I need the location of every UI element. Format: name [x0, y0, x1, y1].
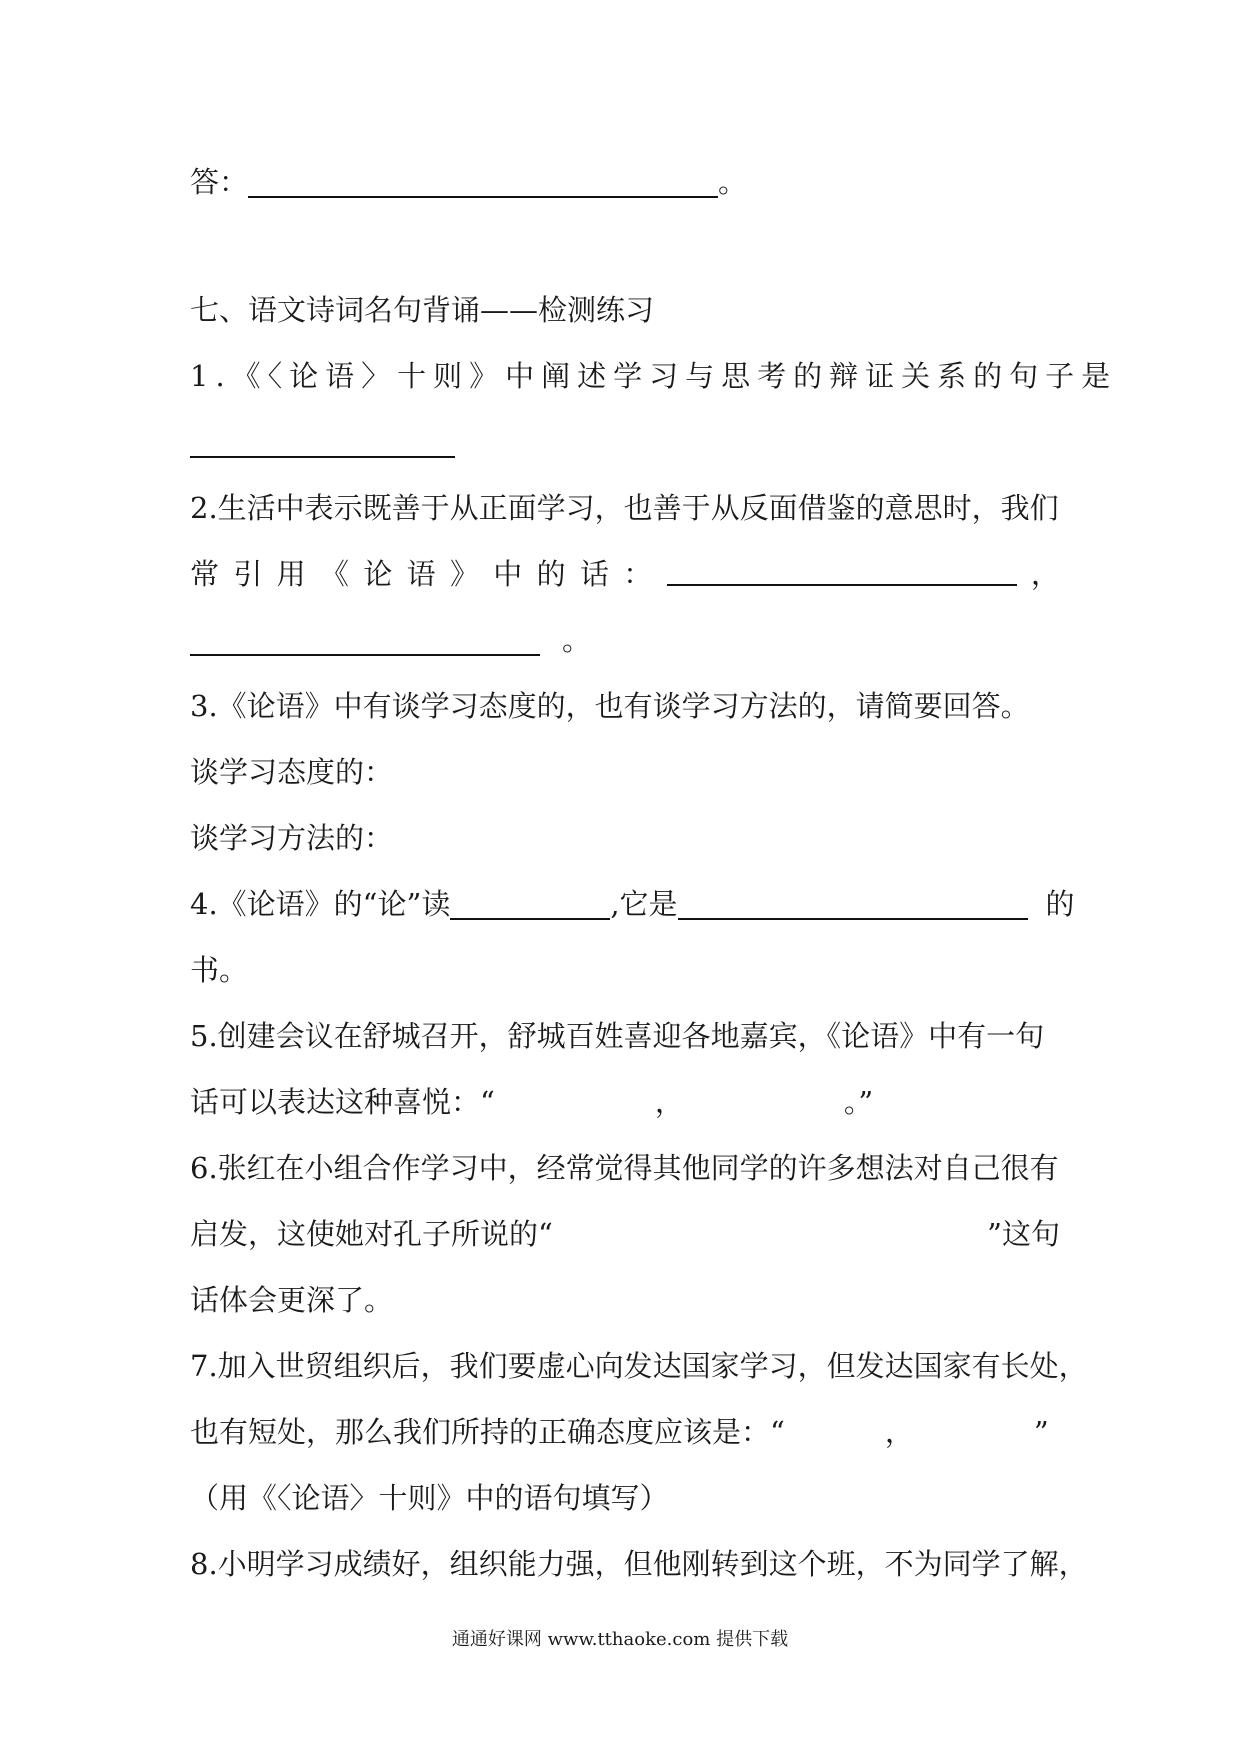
q6-line3: 话体会更深了。 — [190, 1283, 394, 1317]
q7-line1: 7.加入世贸组织后，我们要虚心向发达国家学习，但发达国家有长处， — [190, 1349, 1088, 1383]
q7-line2-start: 也有短处，那么我们所持的正确态度应该是：“ — [190, 1415, 785, 1449]
q2-char: 引 — [233, 557, 263, 591]
answer-blank[interactable] — [248, 166, 718, 198]
q2-char: 论 — [363, 557, 393, 591]
section-title: 七、语文诗词名句背诵——检测练习 — [190, 293, 655, 327]
q6-line2-justified — [190, 1214, 1060, 1254]
q2-end: 。 — [562, 623, 592, 657]
q4-blank-1[interactable] — [450, 888, 610, 920]
q5-end: 。” — [843, 1085, 874, 1119]
q4-part2: ,它是 — [610, 887, 678, 921]
answer-suffix: 。 — [718, 165, 748, 199]
q4-part3: 的 — [1045, 887, 1075, 921]
q2-char: 中 — [493, 557, 523, 591]
q2-blank-2[interactable] — [190, 624, 540, 656]
q5-line2 — [190, 1082, 1060, 1122]
q2-char: 话 — [579, 557, 609, 591]
q7-line2 — [190, 1412, 1060, 1452]
q7-end: ” — [1033, 1415, 1049, 1449]
q2-line2-justified — [190, 554, 1060, 594]
answer-prefix: 答： — [190, 165, 249, 199]
q1-answer-line — [190, 422, 1060, 462]
q6-line2 — [190, 1214, 1060, 1254]
q7-comma: ， — [884, 1415, 914, 1449]
q6-line2-start: 启发，这使她对孔子所说的“ — [190, 1217, 553, 1251]
q5-line1: 5.创建会议在舒城召开，舒城百姓喜迎各地嘉宾，《论语》中有一句 — [190, 1019, 1045, 1053]
q2-line2 — [190, 554, 1060, 594]
q2-comma: ， — [1030, 557, 1060, 591]
page-footer: 通通好课网 www.tthaoke.com 提供下载 — [451, 1629, 789, 1650]
q3-attitude-label: 谈学习态度的： — [190, 755, 394, 789]
q3-text: 3.《论语》中有谈学习态度的，也有谈学习方法的，请简要回答。 — [190, 689, 1030, 723]
q2-char: 的 — [536, 557, 566, 591]
q5-line2-start: 话可以表达这种喜悦：“ — [190, 1085, 495, 1119]
answer-line — [190, 162, 1060, 202]
q2-char: 》 — [449, 557, 479, 591]
q4-line1 — [190, 884, 1075, 924]
q2-char: 语 — [406, 557, 436, 591]
q4-line2: 书。 — [190, 953, 249, 987]
q6-line1: 6.张红在小组合作学习中，经常觉得其他同学的许多想法对自己很有 — [190, 1151, 1059, 1185]
q2-char: ： — [623, 557, 653, 591]
q6-line2-end: ”这句 — [987, 1217, 1060, 1251]
q7-line3: （用《〈论语〉十则》中的语句填写） — [190, 1481, 669, 1515]
q1-text: 1.《〈论语〉十则》中阐述学习与思考的辩证关系的句子是 — [190, 359, 1118, 393]
q3-method-label: 谈学习方法的： — [190, 821, 394, 855]
q2-char: 《 — [319, 557, 349, 591]
q4-part1: 4.《论语》的“论”读 — [190, 887, 451, 921]
q2-blank-1[interactable] — [667, 554, 1017, 586]
q2-line3 — [190, 620, 1060, 660]
q2-char: 用 — [276, 557, 306, 591]
q2-char: 常 — [190, 557, 220, 591]
q2-line1: 2.生活中表示既善于从正面学习，也善于从反面借鉴的意思时，我们 — [190, 491, 1059, 525]
q1-blank[interactable] — [190, 426, 455, 458]
q4-blank-2[interactable] — [678, 888, 1028, 920]
q5-comma: ， — [654, 1085, 684, 1119]
q8-line1: 8.小明学习成绩好，组织能力强，但他刚转到这个班，不为同学了解， — [190, 1547, 1088, 1581]
